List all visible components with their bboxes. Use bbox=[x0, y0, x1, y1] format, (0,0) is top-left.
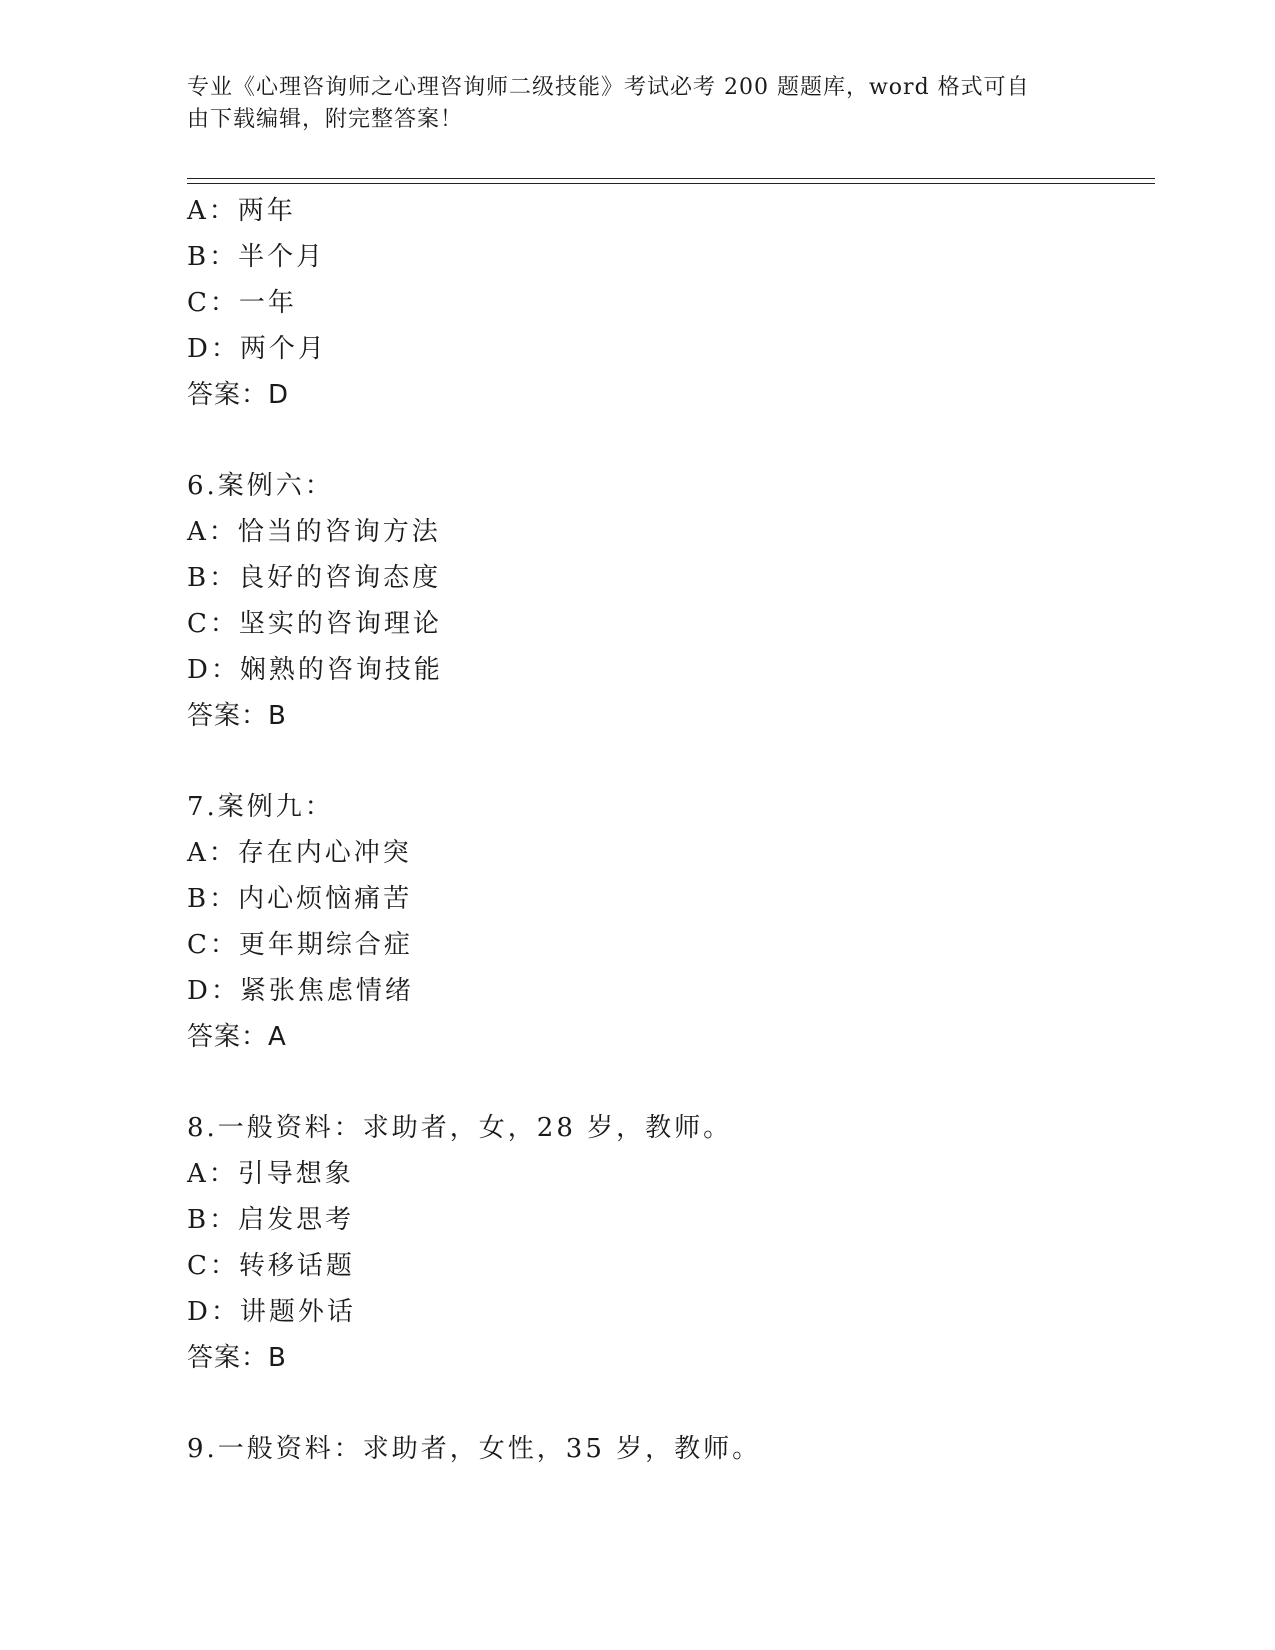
header-line-1: 专业《心理咨询师之心理咨询师二级技能》考试必考 200 题题库，word 格式可自 bbox=[187, 75, 1030, 100]
question-7 bbox=[187, 784, 1155, 1060]
option-a: A：两年 bbox=[187, 196, 296, 226]
option-b: B：半个月 bbox=[187, 242, 326, 272]
answer: 答案：A bbox=[187, 1022, 287, 1052]
answer: 答案：D bbox=[187, 380, 290, 410]
header-line-2: 由下载编辑，附完整答案！ bbox=[187, 107, 464, 132]
question-title: 9.一般资料：求助者，女性，35 岁，教师。 bbox=[187, 1434, 762, 1464]
option-c: C：一年 bbox=[187, 288, 297, 318]
document-header bbox=[187, 72, 1067, 136]
header-divider-top bbox=[187, 178, 1155, 179]
option-a: A：引导想象 bbox=[187, 1159, 354, 1189]
question-list bbox=[187, 188, 1155, 1472]
option-d: D：娴熟的咨询技能 bbox=[187, 655, 443, 685]
option-c: C：坚实的咨询理论 bbox=[187, 609, 442, 639]
option-a: A：存在内心冲突 bbox=[187, 838, 412, 868]
option-c: C：更年期综合症 bbox=[187, 930, 413, 960]
question-title: 6.案例六： bbox=[187, 471, 334, 501]
question-6 bbox=[187, 463, 1155, 739]
header-divider-bottom bbox=[187, 183, 1155, 184]
question-8 bbox=[187, 1105, 1155, 1381]
question-5 bbox=[187, 188, 1155, 418]
question-title: 8.一般资料：求助者，女，28 岁，教师。 bbox=[187, 1113, 733, 1143]
question-9 bbox=[187, 1426, 1155, 1472]
option-a: A：恰当的咨询方法 bbox=[187, 517, 441, 547]
answer: 答案：B bbox=[187, 701, 287, 731]
option-b: B：内心烦恼痛苦 bbox=[187, 884, 413, 914]
option-d: D：紧张焦虑情绪 bbox=[187, 976, 414, 1006]
question-title: 7.案例九： bbox=[187, 792, 334, 822]
option-b: B：启发思考 bbox=[187, 1205, 355, 1235]
answer: 答案：B bbox=[187, 1343, 287, 1373]
option-d: D：讲题外话 bbox=[187, 1297, 356, 1327]
option-c: C：转移话题 bbox=[187, 1251, 355, 1281]
option-b: B：良好的咨询态度 bbox=[187, 563, 442, 593]
option-d: D：两个月 bbox=[187, 334, 327, 364]
